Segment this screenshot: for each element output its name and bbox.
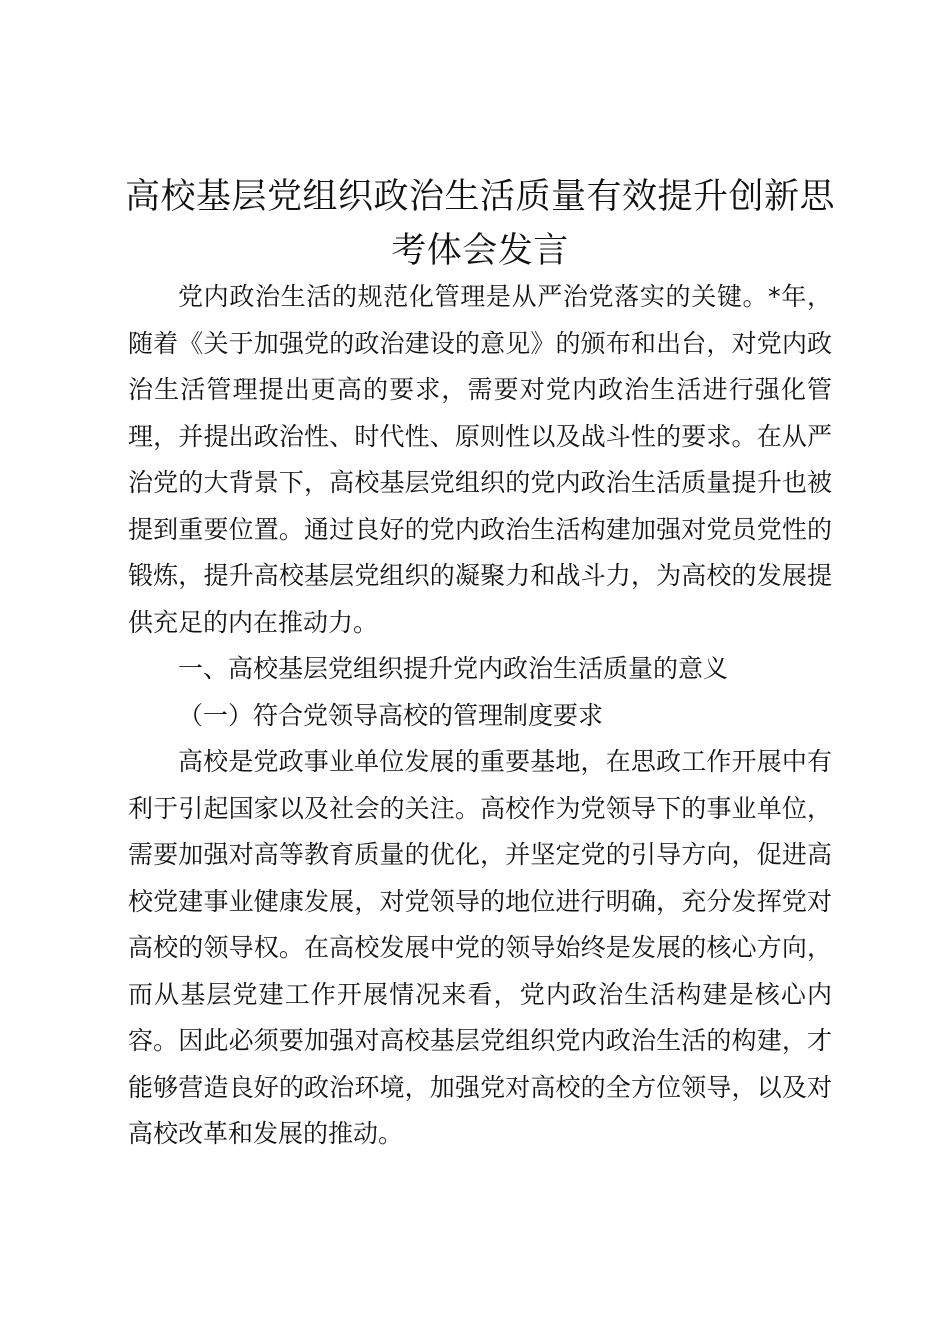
section-heading-1: 一、高校基层党组织提升党内政治生活质量的意义 [178, 654, 729, 683]
body-paragraph: 高校是党政事业单位发展的重要基地，在思政工作开展中有利于引起国家以及社会的关注。高校作为党领导下的事业单位，需要加强对高等教育质量的优化，并坚定党的引导方向，促进高校党建事业健康发展，对党领导的地位进行明确，充分发挥党对高校的领导权。在高校发展中党的领导始终是发展的核心方向，而从基层党建工作开展情况来看，党内政治生活构建是核心内容。因此必须要加强对高校基层党组织党内政治生活的构建，才能够营造良好的政治环境，加强党对高校的全方位领导，以及对高校改革和发展的推动。 [128, 747, 832, 1148]
document-title [110, 170, 850, 278]
document-body [128, 274, 832, 1158]
intro-paragraph: 党内政治生活的规范化管理是从严治党落实的关键。*年，随着《关于加强党的政治建设的意见》的颁布和出台，对党内政治生活管理提出更高的要求，需要对党内政治生活进行强化管理，并提出政治性、时代性、原则性以及战斗性的要求。在从严治党的大背景下，高校基层党组织的党内政治生活质量提升也被提到重要位置。通过良好的党内政治生活构建加强对党员党性的锻炼，提升高校基层党组织的凝聚力和战斗力，为高校的发展提供充足的内在推动力。 [128, 282, 832, 637]
title-line-1: 高校基层党组织政治生活质量有效提升创新思 [124, 177, 835, 217]
title-line-2: 考体会发言 [391, 231, 569, 271]
subsection-heading-1: （一）符合党领导高校的管理制度要求 [178, 700, 604, 730]
